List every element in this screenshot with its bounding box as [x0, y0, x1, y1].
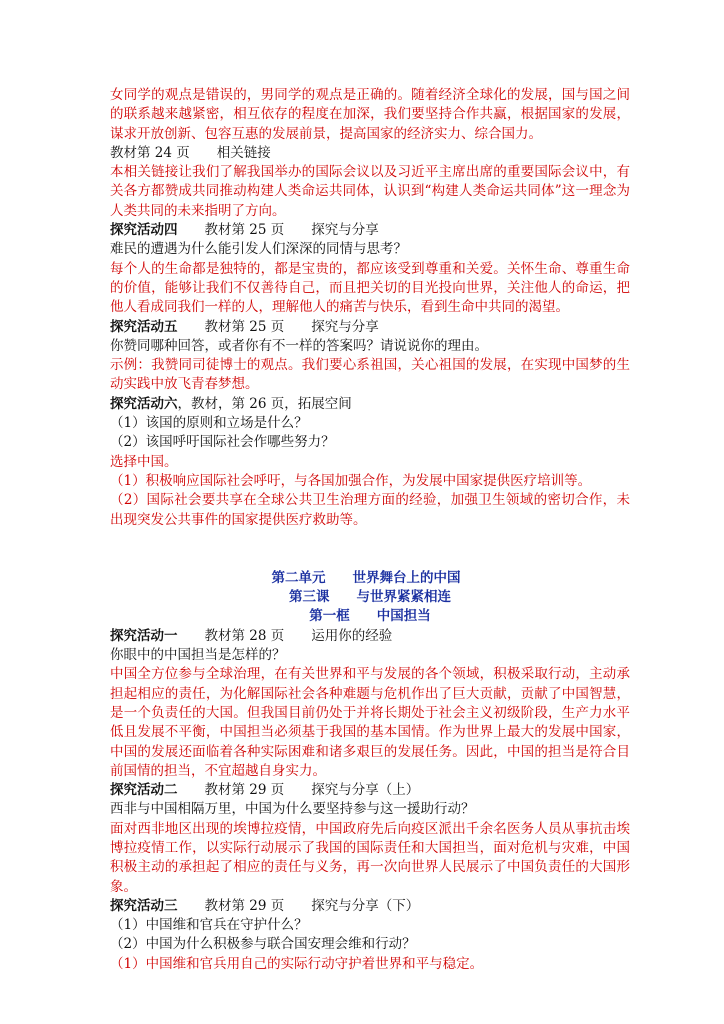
- question: （2）该国呼吁国际社会作哪些努力？: [110, 434, 335, 451]
- question: 难民的遭遇为什么能引发人们深深的同情与思考？: [110, 241, 407, 258]
- answer-paragraph: （2）国际社会要共享在全球公共卫生治理方面的经验，加强卫生领域的密切合作，未出现突发公共事件的国家提供医疗救助等。: [110, 492, 630, 528]
- activity-label: 探究活动五: [110, 318, 178, 335]
- unit-title: 第二单元 世界舞台上的中国: [271, 569, 461, 586]
- answer-paragraph: 女同学的观点是错误的，男同学的观点是正确的。随着经济全球化的发展，国与国之间的联系越来越紧密，相互依存的程度在加深，我们要坚持合作共赢，根据国家的发展，谋求开放创新、包容互惠的发展前景，提高国家的经济实力、综合国力。: [110, 87, 630, 142]
- activity-heading: [110, 221, 630, 240]
- activity-reference: 教材第 29 页 探究与分享（上）: [177, 782, 420, 799]
- activity-reference: ，教材，第 26 页，拓展空间: [177, 395, 352, 412]
- lesson-title: 第三课 与世界紧紧相连: [289, 589, 451, 606]
- textbook-reference: 教材第 24 页 相关链接: [110, 144, 271, 161]
- answer-paragraph: 每个人的生命都是独特的，都是宝贵的，都应该受到尊重和关爱。关怀生命、尊重生命的价值，能够让我们不仅善待自己，而且把关切的目光投向世界，关注他人的命运，把他人看成同我们一样的人，理解他人的痛苦与快乐，看到生命中共同的渴望。: [110, 260, 630, 316]
- answer-paragraph: 面对西非地区出现的埃博拉疫情，中国政府先后向疫区派出千余名医务人员从事抗击埃博拉疫情工作，以实际行动展示了我国的国际责任和大国担当，面对危机与灾难，中国积极主动的承担起了相应的责任与义务，再一次向世界人民展示了中国负责任的大国形象。: [110, 820, 630, 895]
- activity-heading: [110, 395, 630, 414]
- activity-reference: 教材第 29 页 探究与分享（下）: [177, 897, 420, 914]
- activity-label: 探究活动三: [110, 897, 178, 914]
- activity-label: 探究活动四: [110, 222, 178, 239]
- answer-paragraph: 示例：我赞同司徒博士的观点。我们要心系祖国，关心祖国的发展，在实现中国梦的生动实践中放飞青春梦想。: [110, 357, 630, 393]
- activity-label: 探究活动二: [110, 782, 178, 799]
- answer-paragraph: 本相关链接让我们了解我国举办的国际会议以及习近平主席出席的重要国际会议中，有关各方都赞成共同推动构建人类命运共同体，认识到“构建人类命运共同体”这一理念为人类共同的未来指明了方向。: [110, 164, 630, 219]
- question: 西非与中国相隔万里，中国为什么要坚持参与这一援助行动？: [110, 801, 475, 818]
- answer-line: 选择中国。: [110, 453, 178, 470]
- activity-label: 探究活动一: [110, 627, 178, 644]
- document-page: [110, 86, 630, 974]
- question: 你赞同哪种回答，或者你有不一样的答案吗？请说说你的理由。: [110, 337, 488, 354]
- answer-paragraph: （1）中国维和官兵用自己的实际行动守护着世界和平与稳定。: [110, 955, 484, 972]
- activity-label: 探究活动六: [110, 395, 178, 412]
- activity-reference: 教材第 25 页 探究与分享: [177, 222, 379, 239]
- section-gap: [110, 530, 630, 569]
- question: （1）该国的原则和立场是什么？: [110, 415, 308, 432]
- activity-heading: [110, 897, 630, 916]
- activity-reference: 教材第 25 页 探究与分享: [177, 318, 379, 335]
- question: 你眼中的中国担当是怎样的？: [110, 647, 286, 664]
- activity-heading: [110, 781, 630, 800]
- activity-reference: 教材第 28 页 运用你的经验: [177, 627, 393, 644]
- answer-paragraph: （1）积极响应国际社会呼吁，与各国加强合作，为发展中国家提供医疗培训等。: [110, 472, 592, 489]
- answer-paragraph: 中国全方位参与全球治理，在有关世界和平与发展的各个领域，积极采取行动，主动承担起相应的责任，为化解国际社会各种难题与危机作出了巨大贡献，贡献了中国智慧，是一个负责任的大国。但我国目前仍处于并将长期处于社会主义初级阶段，生产力水平低且发展不平衡，中国担当必须基于我国的基本国情。作为世界上最大的发展中国家，中国的发展还面临着各种实际困难和诸多艰巨的发展任务。因此，中国的担当是符合目前国情的担当，不宜超越自身实力。: [110, 666, 630, 779]
- question: （2）中国为什么积极参与联合国安理会维和行动？: [110, 936, 416, 953]
- frame-title: 第一框 中国担当: [309, 608, 431, 625]
- question: （1）中国维和官兵在守护什么？: [110, 917, 308, 934]
- activity-heading: [110, 318, 630, 337]
- activity-heading: [110, 627, 630, 646]
